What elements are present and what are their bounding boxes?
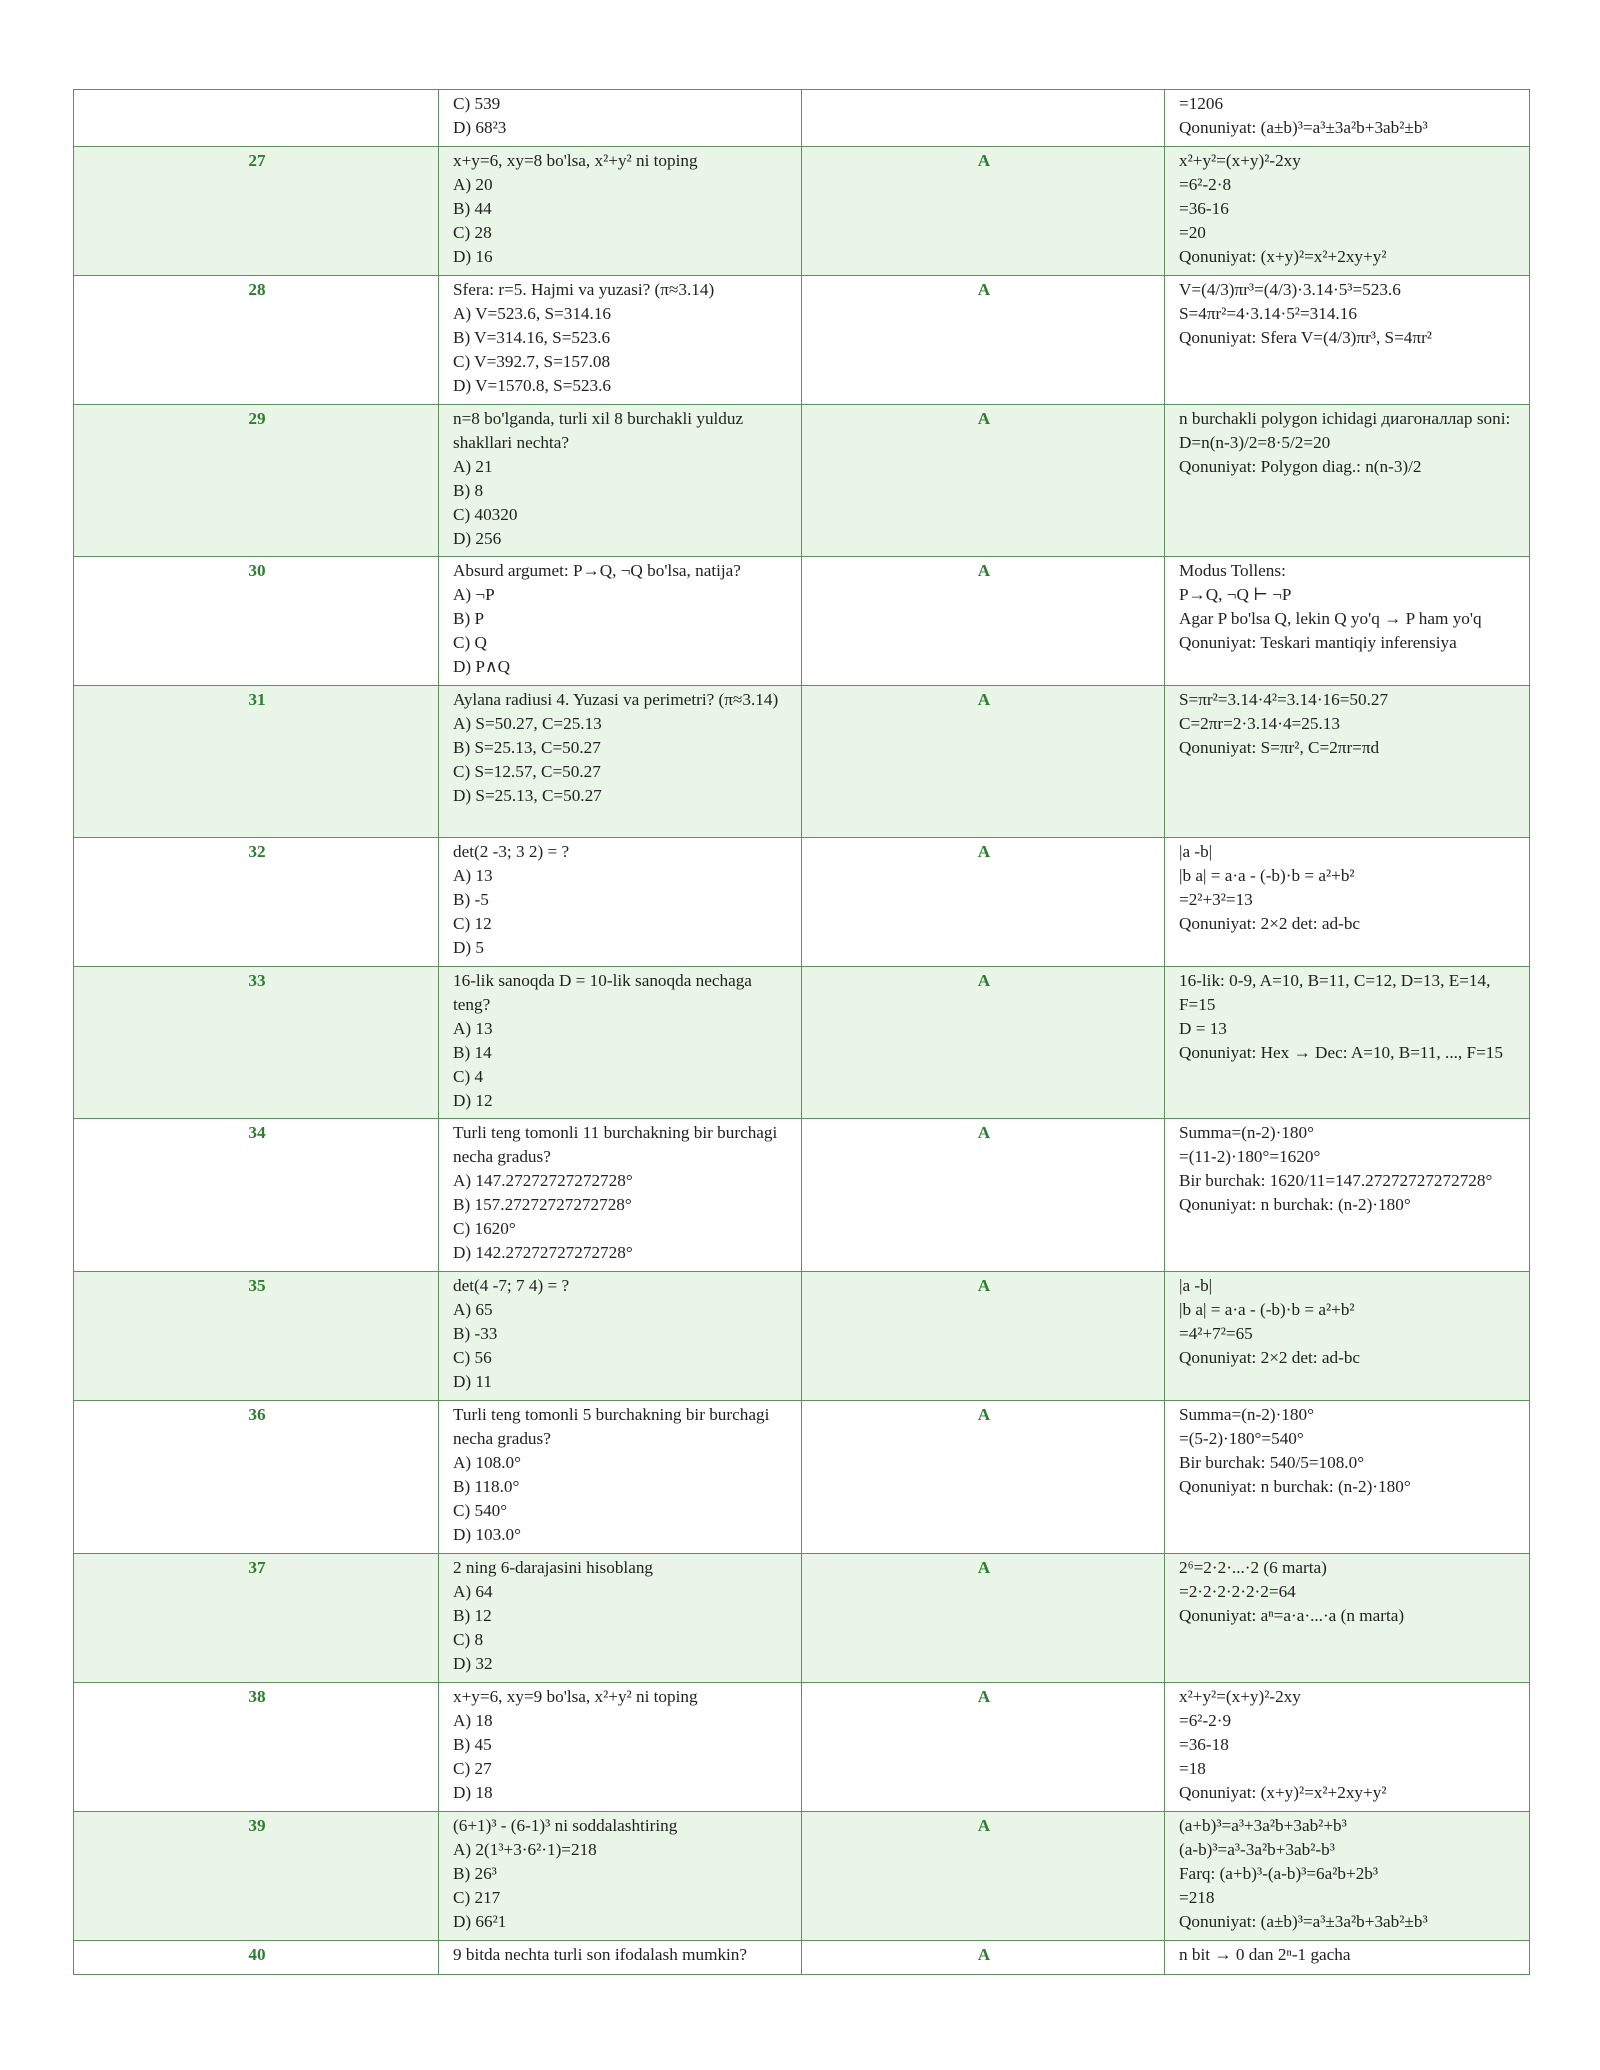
question-text [439,686,802,838]
solution-line: C=2πr=2·3.14·4=25.13 [1179,714,1340,733]
solution-text [1165,1119,1530,1272]
question-line: B) 12 [453,1606,492,1625]
solution-line: Qonuniyat: 2×2 det: ad-bc [1179,1348,1361,1367]
table-row [74,686,1530,838]
question-line: D) 66²1 [453,1912,507,1931]
question-line: A) 20 [453,175,493,194]
solution-line: Qonuniyat: aⁿ=a·a·...·a (n marta) [1179,1606,1405,1625]
question-line: C) 40320 [453,505,518,524]
question-line: B) 118.0° [453,1477,520,1496]
question-line: C) 4 [453,1067,484,1086]
answer-letter: A [802,147,1165,276]
question-line: D) 12 [453,1091,493,1110]
solution-line: =1206 [1179,94,1224,113]
table-row [74,1272,1530,1401]
question-line: A) ¬P [453,585,495,604]
solution-line: D = 13 [1179,1019,1227,1038]
solution-line: Qonuniyat: 2×2 det: ad-bc [1179,914,1361,933]
question-number [74,90,439,147]
answer-letter: A [802,686,1165,838]
answer-letter: A [802,1683,1165,1812]
solution-line: Summa=(n-2)·180° [1179,1405,1314,1424]
solution-line: x²+y²=(x+y)²-2xy [1179,151,1301,170]
question-line: A) 108.0° [453,1453,521,1472]
question-line: D) 103.0° [453,1525,521,1544]
question-number: 29 [74,405,439,557]
solution-line: Qonuniyat: n burchak: (n-2)·180° [1179,1195,1411,1214]
solution-line: D=n(n-3)/2=8·5/2=20 [1179,433,1331,452]
solution-line: S=πr²=3.14·4²=3.14·16=50.27 [1179,690,1389,709]
answer-letter: A [802,1941,1165,1975]
question-line: A) 18 [453,1711,493,1730]
answer-letter: A [802,405,1165,557]
solution-line: Qonuniyat: (x+y)²=x²+2xy+y² [1179,1783,1387,1802]
question-line: C) V=392.7, S=157.08 [453,352,611,371]
solution-line: S=4πr²=4·3.14·5²=314.16 [1179,304,1357,323]
answer-letter: A [802,967,1165,1119]
question-number: 39 [74,1812,439,1941]
question-line: C) Q [453,633,487,652]
question-line: A) 13 [453,866,493,885]
solution-line: 16-lik: 0-9, A=10, B=11, C=12, D=13, E=14, F=15 [1179,971,1491,1014]
question-line: D) P∧Q [453,657,510,676]
question-line: 2 ning 6-darajasini hisoblang [453,1558,654,1577]
solution-line: Agar P bo'lsa Q, lekin Q yo'q → P ham yo'q [1179,609,1482,628]
solution-line: =36-18 [1179,1735,1229,1754]
question-line: B) S=25.13, C=50.27 [453,738,601,757]
question-line: 9 bitda nechta turli son ifodalash mumkin? [453,1945,748,1964]
solution-line: V=(4/3)πr³=(4/3)·3.14·5³=523.6 [1179,280,1401,299]
solution-line: =6²-2·8 [1179,175,1232,194]
question-text [439,1119,802,1272]
question-line: D) S=25.13, C=50.27 [453,786,602,805]
question-text [439,557,802,686]
question-line: B) -5 [453,890,489,909]
question-line: A) 21 [453,457,493,476]
question-text [439,90,802,147]
question-number: 36 [74,1401,439,1554]
table-row [74,557,1530,686]
question-line: Sfera: r=5. Hajmi va yuzasi? (π≈3.14) [453,280,715,299]
solution-line: n burchakli polygon ichidagi диагоналлар soni: [1179,409,1511,428]
question-line: D) 16 [453,247,493,266]
solution-line: =4²+7²=65 [1179,1324,1253,1343]
question-line: A) S=50.27, C=25.13 [453,714,602,733]
solution-line: |a -b| [1179,842,1213,861]
question-number: 38 [74,1683,439,1812]
question-line: B) V=314.16, S=523.6 [453,328,611,347]
solution-text [1165,1401,1530,1554]
question-number: 33 [74,967,439,1119]
question-number: 37 [74,1554,439,1683]
solution-line: Qonuniyat: (a±b)³=a³±3a²b+3ab²±b³ [1179,118,1428,137]
table-row [74,1941,1530,1975]
solution-line: Qonuniyat: Polygon diag.: n(n-3)/2 [1179,457,1422,476]
question-line: B) -33 [453,1324,498,1343]
question-line: Turli teng tomonli 11 burchakning bir burchagi necha gradus? [453,1123,778,1166]
question-line: Absurd argumet: P→Q, ¬Q bo'lsa, natija? [453,561,741,580]
question-line: B) 157.27272727272728° [453,1195,632,1214]
solution-line: Farq: (a+b)³-(a-b)³=6a²b+2b³ [1179,1864,1379,1883]
question-text [439,838,802,967]
question-line: det(4 -7; 7 4) = ? [453,1276,570,1295]
table-row [74,147,1530,276]
solution-line: =(11-2)·180°=1620° [1179,1147,1321,1166]
solution-line: =2·2·2·2·2·2=64 [1179,1582,1296,1601]
solution-text [1165,967,1530,1119]
solution-line: Bir burchak: 1620/11=147.27272727272728° [1179,1171,1493,1190]
table-row [74,1119,1530,1272]
solution-line: =36-16 [1179,199,1229,218]
table-row [74,276,1530,405]
solution-line: Qonuniyat: (a±b)³=a³±3a²b+3ab²±b³ [1179,1912,1428,1931]
solution-text [1165,1941,1530,1975]
question-text [439,147,802,276]
question-line: B) 44 [453,199,492,218]
solution-line: |b a| = a·a - (-b)·b = a²+b² [1179,1300,1355,1319]
solution-line: Qonuniyat: Teskari mantiqiy inferensiya [1179,633,1457,652]
question-number: 34 [74,1119,439,1272]
solution-line: 2⁶=2·2·...·2 (6 marta) [1179,1558,1327,1577]
question-line: C) 539 [453,94,501,113]
table-row [74,1401,1530,1554]
solution-text [1165,405,1530,557]
question-line: C) 540° [453,1501,508,1520]
answer-letter: A [802,1401,1165,1554]
question-line: D) 142.27272727272728° [453,1243,633,1262]
question-line: Turli teng tomonli 5 burchakning bir burchagi necha gradus? [453,1405,770,1448]
answer-letter: A [802,557,1165,686]
question-line: A) V=523.6, S=314.16 [453,304,612,323]
solution-text [1165,147,1530,276]
solution-line: =(5-2)·180°=540° [1179,1429,1304,1448]
solution-text [1165,838,1530,967]
question-text [439,1272,802,1401]
question-line: 16-lik sanoqda D = 10-lik sanoqda nechaga teng? [453,971,752,1014]
solution-line: =6²-2·9 [1179,1711,1232,1730]
solution-line: Bir burchak: 540/5=108.0° [1179,1453,1365,1472]
quiz-page [73,89,1529,1975]
question-number: 30 [74,557,439,686]
question-line: B) P [453,609,485,628]
question-number: 35 [74,1272,439,1401]
question-text [439,1401,802,1554]
solution-text [1165,1272,1530,1401]
solution-line: P→Q, ¬Q ⊢ ¬P [1179,585,1292,604]
question-number: 31 [74,686,439,838]
question-text [439,276,802,405]
solution-text [1165,1554,1530,1683]
question-line: C) 8 [453,1630,484,1649]
question-text [439,1941,802,1975]
question-line: A) 13 [453,1019,493,1038]
solution-text [1165,90,1530,147]
question-line: A) 64 [453,1582,493,1601]
question-line: D) 18 [453,1783,493,1802]
table-row [74,1554,1530,1683]
question-line: D) 256 [453,529,502,548]
question-line: B) 26³ [453,1864,497,1883]
question-text [439,1812,802,1941]
solution-line: =18 [1179,1759,1206,1778]
solution-text [1165,686,1530,838]
solution-text [1165,557,1530,686]
answer-letter: A [802,276,1165,405]
table-row [74,405,1530,557]
question-line: D) 68²3 [453,118,507,137]
solution-line: =218 [1179,1888,1215,1907]
question-text [439,1554,802,1683]
question-text [439,967,802,1119]
question-line: D) 5 [453,938,485,957]
question-line: A) 2(1³+3·6²·1)=218 [453,1840,597,1859]
table-row [74,90,1530,147]
solution-line: Qonuniyat: Sfera V=(4/3)πr³, S=4πr² [1179,328,1432,347]
solution-text [1165,276,1530,405]
solution-line: Qonuniyat: Hex → Dec: A=10, B=11, ..., F=15 [1179,1043,1503,1062]
solution-text [1165,1812,1530,1941]
quiz-table [73,89,1530,1975]
solution-line: |b a| = a·a - (-b)·b = a²+b² [1179,866,1355,885]
question-number: 28 [74,276,439,405]
table-row [74,1812,1530,1941]
solution-line: |a -b| [1179,1276,1213,1295]
answer-letter: A [802,838,1165,967]
solution-line: =2²+3²=13 [1179,890,1253,909]
solution-line: =20 [1179,223,1206,242]
question-line: C) 56 [453,1348,492,1367]
question-line: x+y=6, xy=8 bo'lsa, x²+y² ni toping [453,151,698,170]
question-line: B) 14 [453,1043,492,1062]
question-line: A) 65 [453,1300,493,1319]
question-line: D) 11 [453,1372,492,1391]
solution-line: (a-b)³=a³-3a²b+3ab²-b³ [1179,1840,1335,1859]
answer-letter: A [802,1119,1165,1272]
question-line: x+y=6, xy=9 bo'lsa, x²+y² ni toping [453,1687,698,1706]
solution-line: Qonuniyat: S=πr², C=2πr=πd [1179,738,1380,757]
solution-line: n bit → 0 dan 2ⁿ-1 gacha [1179,1945,1351,1964]
solution-line: x²+y²=(x+y)²-2xy [1179,1687,1301,1706]
answer-letter [802,90,1165,147]
question-number: 32 [74,838,439,967]
question-line: B) 8 [453,481,484,500]
solution-line: Qonuniyat: (x+y)²=x²+2xy+y² [1179,247,1387,266]
question-line: n=8 bo'lganda, turli xil 8 burchakli yulduz shakllari nechta? [453,409,744,452]
solution-line: Modus Tollens: [1179,561,1286,580]
table-row [74,967,1530,1119]
solution-line: Summa=(n-2)·180° [1179,1123,1314,1142]
question-line: C) 12 [453,914,492,933]
question-line: (6+1)³ - (6-1)³ ni soddalashtiring [453,1816,678,1835]
question-text [439,1683,802,1812]
question-line: det(2 -3; 3 2) = ? [453,842,570,861]
quiz-table-body [74,90,1530,1975]
table-row [74,838,1530,967]
question-line: C) S=12.57, C=50.27 [453,762,601,781]
question-line: C) 1620° [453,1219,516,1238]
table-row [74,1683,1530,1812]
question-line: C) 27 [453,1759,492,1778]
question-line: A) 147.27272727272728° [453,1171,633,1190]
question-line: B) 45 [453,1735,492,1754]
solution-line: Qonuniyat: n burchak: (n-2)·180° [1179,1477,1411,1496]
question-text [439,405,802,557]
question-line: Aylana radiusi 4. Yuzasi va perimetri? (π≈3.14) [453,690,779,709]
answer-letter: A [802,1812,1165,1941]
question-number: 40 [74,1941,439,1975]
question-line: C) 217 [453,1888,501,1907]
solution-line: (a+b)³=a³+3a²b+3ab²+b³ [1179,1816,1347,1835]
question-line: D) V=1570.8, S=523.6 [453,376,612,395]
solution-text [1165,1683,1530,1812]
answer-letter: A [802,1272,1165,1401]
answer-letter: A [802,1554,1165,1683]
question-line: D) 32 [453,1654,493,1673]
question-line: C) 28 [453,223,492,242]
question-number: 27 [74,147,439,276]
